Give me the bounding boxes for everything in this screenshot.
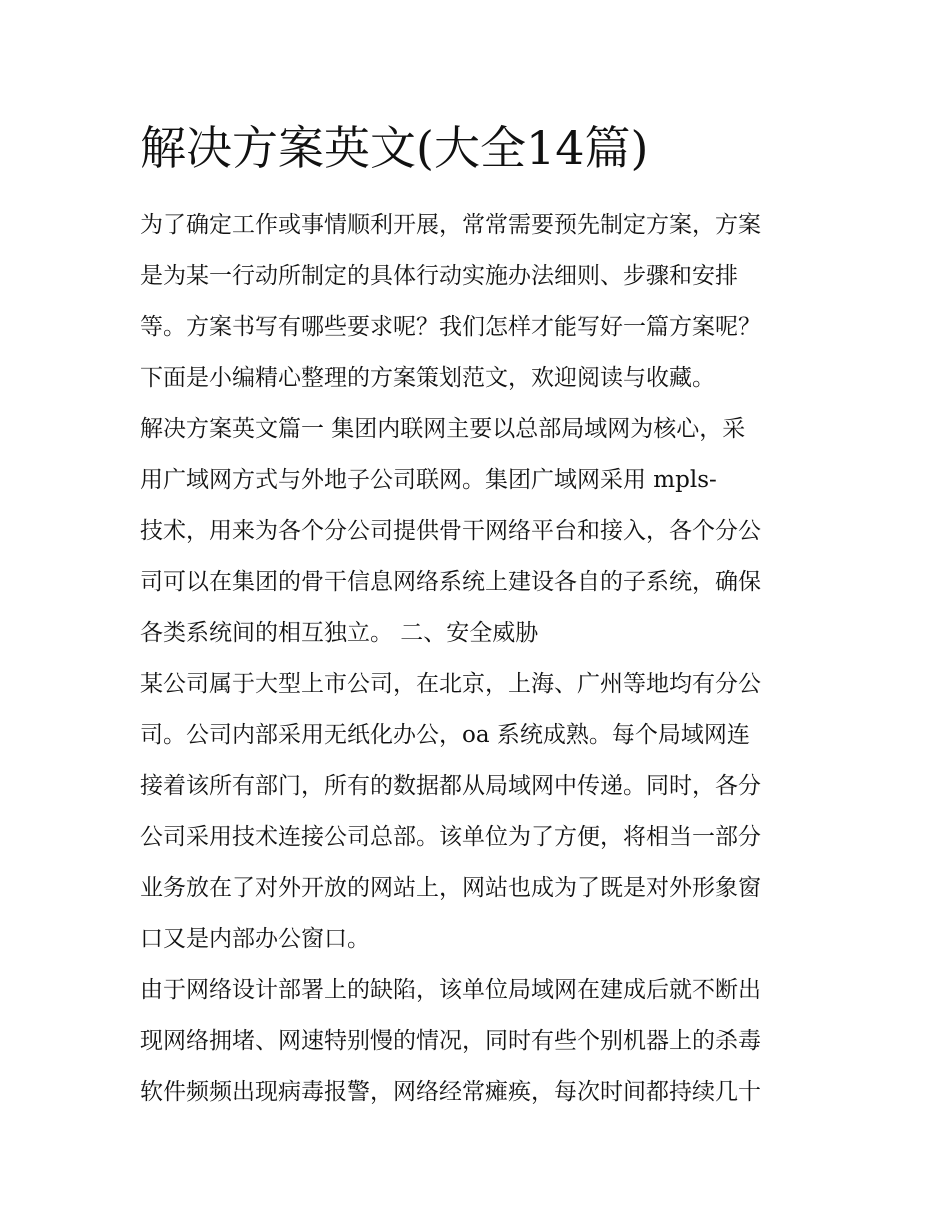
paragraph-line: 解决方案英文篇一 集团内联网主要以总部局域网为核心，采 <box>140 416 746 442</box>
paragraph-line: 现网络拥堵、网速特别慢的情况，同时有些个别机器上的杀毒 <box>140 1028 761 1054</box>
paragraph-line: 接着该所有部门，所有的数据都从局域网中传递。同时，各分 <box>140 773 761 799</box>
paragraph-line: 下面是小编精心整理的方案策划范文，欢迎阅读与收藏。 <box>140 365 715 391</box>
document-title: 解决方案英文(大全14篇) <box>140 121 649 175</box>
paragraph-line: 各类系统间的相互独立。 二、安全威胁 <box>140 620 539 646</box>
paragraph-line: 口又是内部办公窗口。 <box>140 926 370 952</box>
paragraph-line: 是为某一行动所制定的具体行动实施办法细则、步骤和安排 <box>140 263 738 289</box>
paragraph-line: 软件频频出现病毒报警，网络经常瘫痪，每次时间都持续几十 <box>140 1079 761 1105</box>
paragraph-line: 技术，用来为各个分公司提供骨干网络平台和接入，各个分公 <box>140 518 761 544</box>
paragraph-line: 司可以在集团的骨干信息网络系统上建设各自的子系统，确保 <box>140 569 761 595</box>
paragraph-line: 由于网络设计部署上的缺陷，该单位局域网在建成后就不断出 <box>140 977 761 1003</box>
paragraph-line: 某公司属于大型上市公司，在北京，上海、广州等地均有分公 <box>140 671 761 697</box>
paragraph-line: 公司采用技术连接公司总部。该单位为了方便，将相当一部分 <box>140 824 761 850</box>
paragraph-line: 司。公司内部采用无纸化办公，oa 系统成熟。每个局域网连 <box>140 722 750 748</box>
paragraph-line: 等。方案书写有哪些要求呢？我们怎样才能写好一篇方案呢？ <box>140 314 761 340</box>
paragraph-line: 业务放在了对外开放的网站上，网站也成为了既是对外形象窗 <box>140 875 761 901</box>
paragraph-line: 为了确定工作或事情顺利开展，常常需要预先制定方案，方案 <box>140 212 761 238</box>
document-body <box>140 200 820 1118</box>
paragraph-line: 用广域网方式与外地子公司联网。集团广域网采用 mpls- <box>140 467 717 493</box>
